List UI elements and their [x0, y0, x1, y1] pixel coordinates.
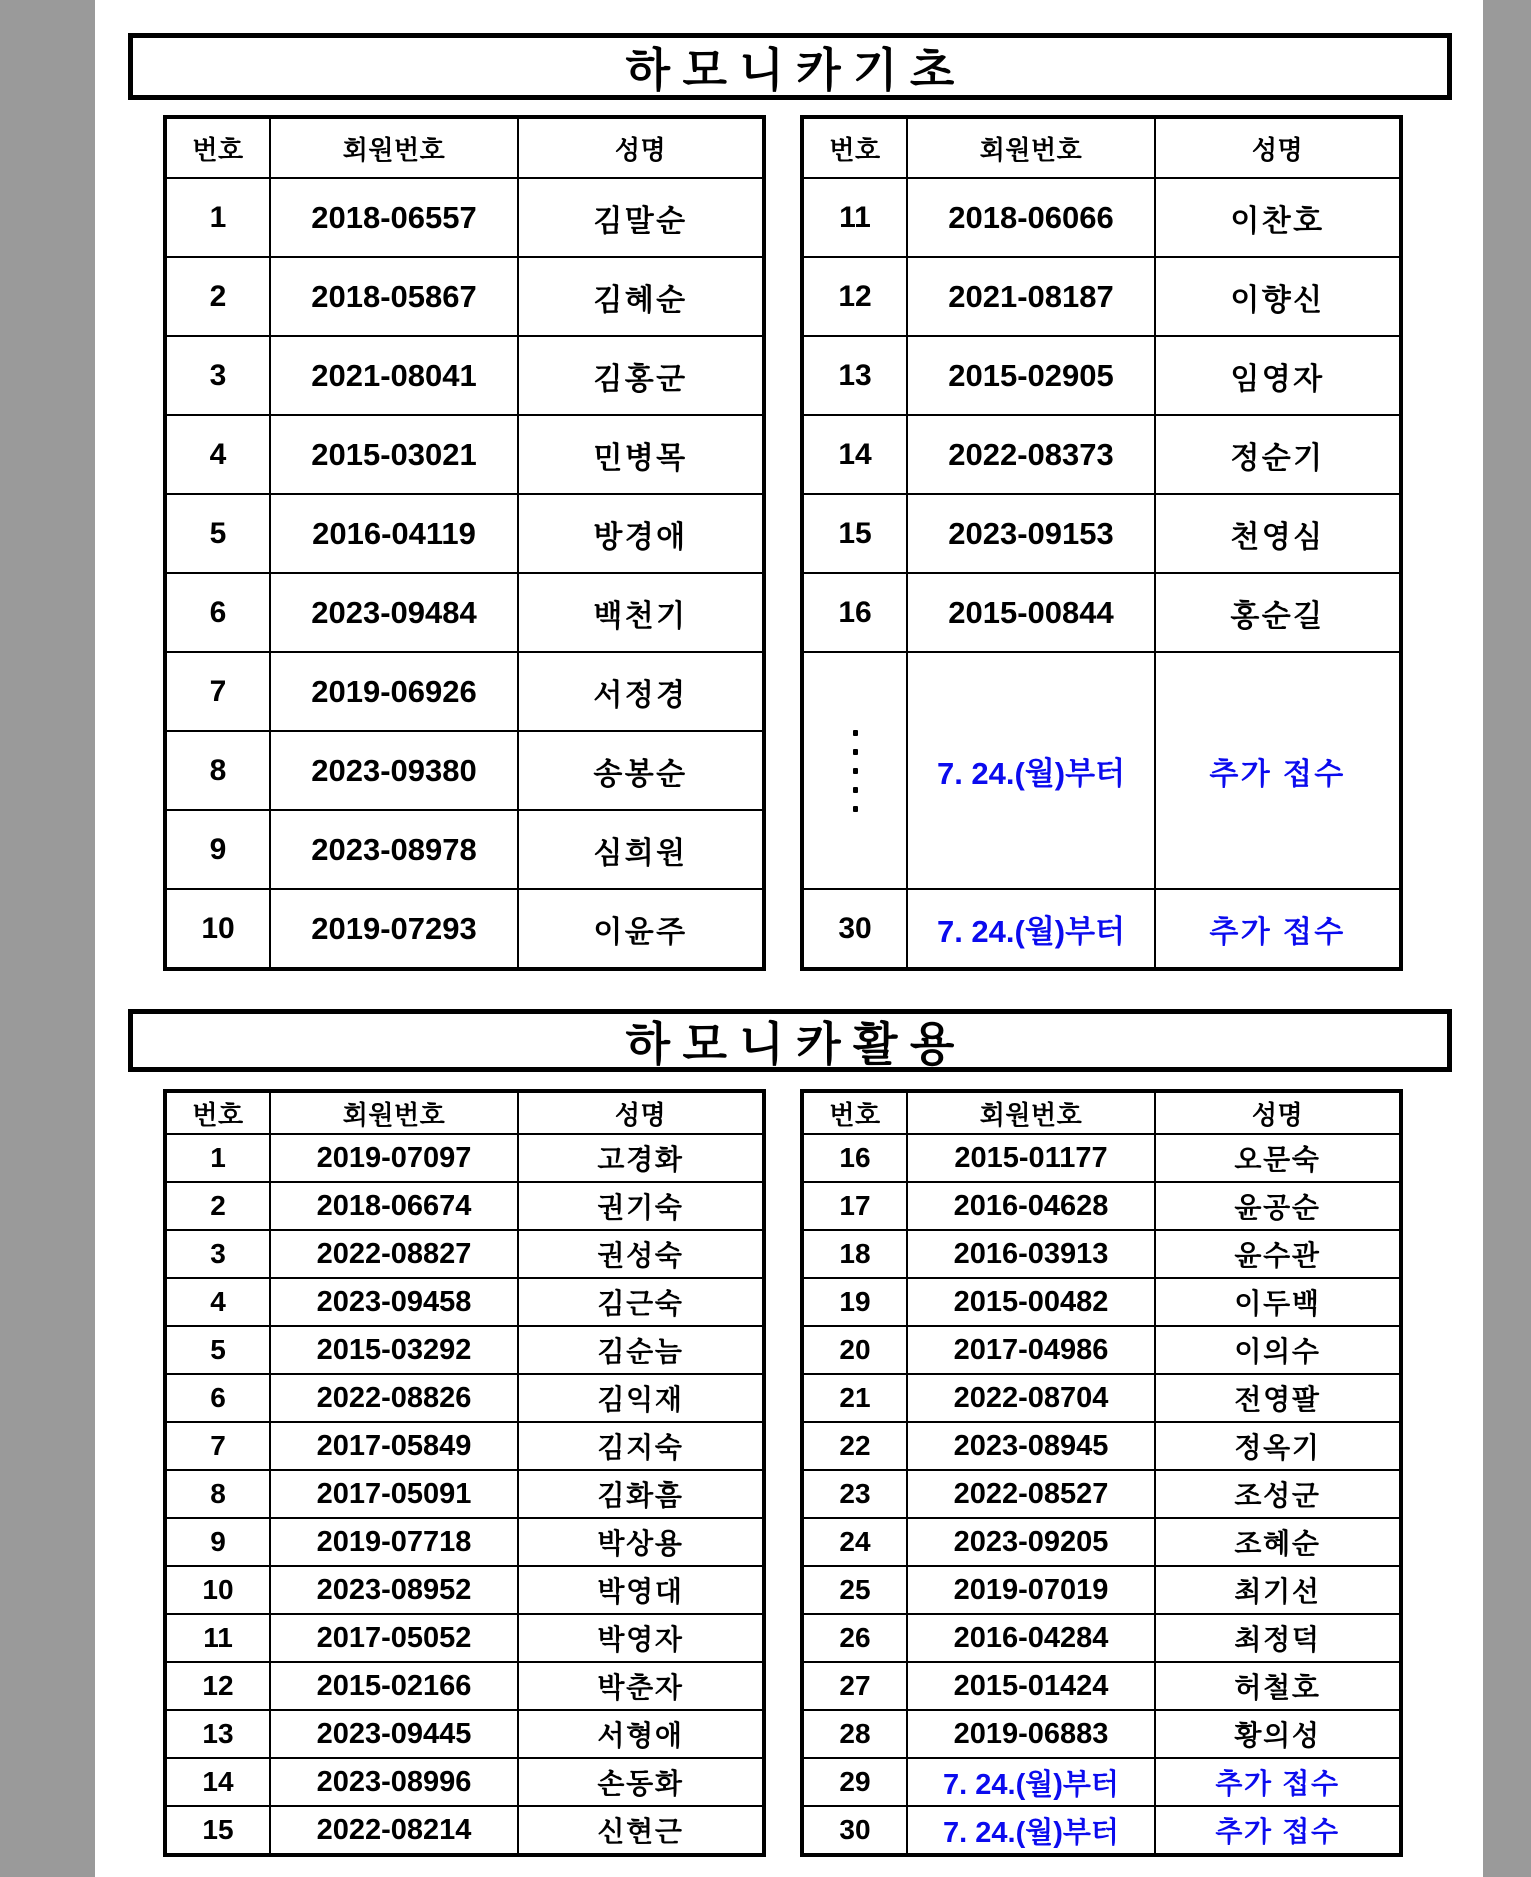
member-name-cell: 이찬호 — [1230, 204, 1325, 238]
table-row — [804, 653, 1399, 890]
table-row — [167, 1375, 762, 1423]
column-header-cell: 번호 — [804, 119, 908, 177]
table-row — [167, 1663, 762, 1711]
section-advanced-tables — [163, 1089, 1483, 1857]
member-id-cell: 7. 24.(월)부터 — [908, 890, 1156, 967]
row-number-cell: 5 — [167, 1327, 271, 1373]
row-number-cell: 13 — [167, 1711, 271, 1757]
table-row — [167, 416, 762, 495]
column-header-cell: 번호 — [167, 1093, 271, 1133]
table-row — [167, 1423, 762, 1471]
table-row — [804, 1615, 1399, 1663]
member-id-cell: 2018-06066 — [908, 179, 1156, 256]
member-id-cell: 2023-08978 — [271, 811, 519, 888]
member-name-cell: 서형애 — [597, 1720, 684, 1751]
table-row — [804, 1663, 1399, 1711]
member-name-cell: 권기숙 — [597, 1192, 684, 1223]
table-row — [804, 1519, 1399, 1567]
member-id-cell: 2018-06557 — [271, 179, 519, 256]
section-basic-tables — [163, 115, 1483, 971]
member-name-cell: 최정덕 — [1234, 1624, 1321, 1655]
row-number-cell: 27 — [804, 1663, 908, 1709]
row-number-cell: 13 — [804, 337, 908, 414]
row-number-cell: 11 — [167, 1615, 271, 1661]
column-header-cell: 회원번호 — [271, 119, 519, 177]
member-name-cell: 손동화 — [597, 1768, 684, 1799]
member-name-cell: 정순기 — [1230, 441, 1325, 475]
member-name-cell: 권성숙 — [597, 1240, 684, 1271]
table-row — [804, 258, 1399, 337]
row-number-cell: 24 — [804, 1519, 908, 1565]
column-header-cell: 성명 — [1251, 134, 1304, 165]
member-id-cell: 2015-00844 — [908, 574, 1156, 651]
member-name-cell: 고경화 — [597, 1144, 684, 1175]
row-number-cell: 3 — [167, 1231, 271, 1277]
member-id-cell: 2017-04986 — [908, 1327, 1156, 1373]
table-row — [804, 1471, 1399, 1519]
member-name-cell: 허철호 — [1234, 1672, 1321, 1703]
table-row — [167, 574, 762, 653]
member-name-cell: 이향신 — [1230, 283, 1325, 317]
member-id-cell: 2019-06883 — [908, 1711, 1156, 1757]
table-row — [167, 1231, 762, 1279]
member-name-cell: 민병목 — [593, 441, 688, 475]
table-row — [167, 653, 762, 732]
member-table-advanced-right — [800, 1089, 1403, 1857]
member-name-cell: 이두백 — [1234, 1288, 1321, 1319]
member-name-cell: 홍순길 — [1230, 599, 1325, 633]
member-name-cell: 방경애 — [593, 520, 688, 554]
table-row — [804, 1759, 1399, 1807]
member-name-cell: 김근숙 — [597, 1288, 684, 1319]
member-id-cell: 2022-08527 — [908, 1471, 1156, 1517]
row-number-cell: 15 — [167, 1807, 271, 1853]
table-row — [804, 890, 1399, 967]
member-name-cell: 윤수관 — [1234, 1240, 1321, 1271]
row-number-cell: 16 — [804, 574, 908, 651]
member-table-basic-left — [163, 115, 766, 971]
section-basic-title: 하모니카기초 — [625, 43, 967, 96]
member-id-cell: 2016-04628 — [908, 1183, 1156, 1229]
table-row — [167, 811, 762, 890]
document-page — [95, 0, 1483, 1877]
ellipsis-dot — [853, 806, 858, 812]
member-id-cell: 2023-09153 — [908, 495, 1156, 572]
row-number-cell: 14 — [804, 416, 908, 493]
table-row — [167, 1183, 762, 1231]
column-header-cell: 성명 — [1251, 1099, 1304, 1130]
table-row — [167, 890, 762, 967]
ellipsis-dot — [853, 730, 858, 736]
member-id-cell: 2022-08214 — [271, 1807, 519, 1853]
row-number-cell: 7 — [167, 653, 271, 730]
member-name-cell: 추가 접수 — [1209, 757, 1346, 791]
member-id-cell: 2023-08945 — [908, 1423, 1156, 1469]
table-row — [804, 1231, 1399, 1279]
member-id-cell: 2022-08827 — [271, 1231, 519, 1277]
table-row — [167, 1279, 762, 1327]
member-id-cell: 2019-06926 — [271, 653, 519, 730]
row-number-cell: 1 — [167, 1135, 271, 1181]
member-id-cell: 2023-09445 — [271, 1711, 519, 1757]
member-name-cell: 김순늠 — [597, 1336, 684, 1367]
row-number-cell: 15 — [804, 495, 908, 572]
row-number-cell: 14 — [167, 1759, 271, 1805]
member-table-advanced-left — [163, 1089, 766, 1857]
member-name-cell: 송봉순 — [593, 757, 688, 791]
column-header-cell: 번호 — [167, 119, 271, 177]
ellipsis-dot — [853, 749, 858, 755]
table-header-row — [804, 119, 1399, 179]
member-id-cell: 2018-05867 — [271, 258, 519, 335]
table-row — [804, 1279, 1399, 1327]
row-number-cell: 16 — [804, 1135, 908, 1181]
table-row — [167, 1615, 762, 1663]
row-number-cell: 5 — [167, 495, 271, 572]
row-number-cell: 25 — [804, 1567, 908, 1613]
table-header-row — [167, 1093, 762, 1135]
member-name-cell: 추가 접수 — [1215, 1816, 1340, 1847]
row-number-cell: 29 — [804, 1759, 908, 1805]
row-number-cell: 18 — [804, 1231, 908, 1277]
member-id-cell: 2023-09205 — [908, 1519, 1156, 1565]
member-name-cell: 박영자 — [597, 1624, 684, 1655]
row-number-cell: 19 — [804, 1279, 908, 1325]
member-id-cell: 2016-04119 — [271, 495, 519, 572]
table-row — [167, 1327, 762, 1375]
member-name-cell: 이의수 — [1234, 1336, 1321, 1367]
member-id-cell: 2022-08373 — [908, 416, 1156, 493]
row-number-cell: 7 — [167, 1423, 271, 1469]
column-header-cell: 회원번호 — [908, 119, 1156, 177]
row-number-cell: 23 — [804, 1471, 908, 1517]
row-number-cell: 6 — [167, 1375, 271, 1421]
row-number-cell: 8 — [167, 1471, 271, 1517]
section-advanced-title-box — [128, 1009, 1452, 1072]
member-id-cell: 7. 24.(월)부터 — [908, 653, 1156, 888]
section-advanced-title: 하모니카활용 — [625, 1017, 967, 1070]
row-number-cell: 1 — [167, 179, 271, 256]
member-name-cell: 추가 접수 — [1215, 1768, 1340, 1799]
row-number-cell: 8 — [167, 732, 271, 809]
row-number-cell — [804, 653, 908, 888]
member-name-cell: 정옥기 — [1234, 1432, 1321, 1463]
member-name-cell: 김익재 — [597, 1384, 684, 1415]
member-id-cell: 2021-08187 — [908, 258, 1156, 335]
member-id-cell: 2015-00482 — [908, 1279, 1156, 1325]
table-row — [804, 337, 1399, 416]
member-name-cell: 신현근 — [597, 1816, 684, 1847]
row-number-cell: 30 — [804, 1807, 908, 1853]
member-name-cell: 천영심 — [1230, 520, 1325, 554]
member-id-cell: 2018-06674 — [271, 1183, 519, 1229]
table-row — [167, 179, 762, 258]
column-header-cell: 성명 — [614, 1099, 667, 1130]
ellipsis-dot — [853, 768, 858, 774]
row-number-cell: 26 — [804, 1615, 908, 1661]
member-name-cell: 이윤주 — [593, 915, 688, 949]
member-name-cell: 김화흠 — [597, 1480, 684, 1511]
member-name-cell: 김홍군 — [593, 362, 688, 396]
member-id-cell: 2022-08826 — [271, 1375, 519, 1421]
table-row — [804, 1327, 1399, 1375]
table-row — [167, 1807, 762, 1853]
member-id-cell: 2017-05091 — [271, 1471, 519, 1517]
table-row — [804, 574, 1399, 653]
row-number-cell: 12 — [804, 258, 908, 335]
row-number-cell: 2 — [167, 1183, 271, 1229]
member-id-cell: 2022-08704 — [908, 1375, 1156, 1421]
member-name-cell: 최기선 — [1234, 1576, 1321, 1607]
member-table-basic-right — [800, 115, 1403, 971]
row-number-cell: 21 — [804, 1375, 908, 1421]
member-id-cell: 2021-08041 — [271, 337, 519, 414]
table-row — [804, 1711, 1399, 1759]
row-number-cell: 2 — [167, 258, 271, 335]
member-name-cell: 김혜순 — [593, 283, 688, 317]
table-row — [804, 179, 1399, 258]
member-name-cell: 김지숙 — [597, 1432, 684, 1463]
table-row — [804, 1375, 1399, 1423]
table-row — [804, 1135, 1399, 1183]
table-row — [167, 258, 762, 337]
table-row — [167, 1759, 762, 1807]
table-header-row — [804, 1093, 1399, 1135]
table-row — [167, 1567, 762, 1615]
table-row — [167, 1711, 762, 1759]
table-row — [167, 337, 762, 416]
column-header-cell: 회원번호 — [271, 1093, 519, 1133]
member-id-cell: 2019-07293 — [271, 890, 519, 967]
row-number-cell: 11 — [804, 179, 908, 256]
table-row — [804, 1183, 1399, 1231]
member-id-cell: 2023-08996 — [271, 1759, 519, 1805]
table-row — [804, 1423, 1399, 1471]
row-number-cell: 6 — [167, 574, 271, 651]
column-header-cell: 번호 — [804, 1093, 908, 1133]
member-name-cell: 박상용 — [597, 1528, 684, 1559]
member-id-cell: 2015-01424 — [908, 1663, 1156, 1709]
row-number-cell: 12 — [167, 1663, 271, 1709]
member-id-cell: 2023-08952 — [271, 1567, 519, 1613]
member-id-cell: 2015-02166 — [271, 1663, 519, 1709]
row-number-cell: 17 — [804, 1183, 908, 1229]
member-id-cell: 2017-05849 — [271, 1423, 519, 1469]
member-name-cell: 조혜순 — [1234, 1528, 1321, 1559]
table-row — [167, 1471, 762, 1519]
row-number-cell: 4 — [167, 416, 271, 493]
table-row — [167, 732, 762, 811]
ellipsis-dot — [853, 787, 858, 793]
member-id-cell: 2019-07019 — [908, 1567, 1156, 1613]
column-header-cell: 성명 — [614, 134, 667, 165]
member-name-cell: 심희원 — [593, 836, 688, 870]
member-name-cell: 김말순 — [593, 204, 688, 238]
member-id-cell: 2016-04284 — [908, 1615, 1156, 1661]
member-name-cell: 박춘자 — [597, 1672, 684, 1703]
member-name-cell: 황의성 — [1234, 1720, 1321, 1751]
member-id-cell: 2023-09484 — [271, 574, 519, 651]
row-number-cell: 30 — [804, 890, 908, 967]
member-id-cell: 2023-09380 — [271, 732, 519, 809]
table-row — [804, 495, 1399, 574]
member-name-cell: 오문숙 — [1234, 1144, 1321, 1175]
vertical-ellipsis-icon — [853, 730, 858, 812]
member-name-cell: 윤공순 — [1234, 1192, 1321, 1223]
row-number-cell: 3 — [167, 337, 271, 414]
member-name-cell: 조성군 — [1234, 1480, 1321, 1511]
member-id-cell: 7. 24.(월)부터 — [908, 1807, 1156, 1853]
table-row — [804, 1567, 1399, 1615]
member-name-cell: 서정경 — [593, 678, 688, 712]
row-number-cell: 4 — [167, 1279, 271, 1325]
member-id-cell: 2016-03913 — [908, 1231, 1156, 1277]
member-id-cell: 2017-05052 — [271, 1615, 519, 1661]
row-number-cell: 9 — [167, 1519, 271, 1565]
member-id-cell: 2015-03292 — [271, 1327, 519, 1373]
table-header-row — [167, 119, 762, 179]
table-row — [804, 416, 1399, 495]
member-name-cell: 전영팔 — [1234, 1384, 1321, 1415]
row-number-cell: 28 — [804, 1711, 908, 1757]
member-name-cell: 백천기 — [593, 599, 688, 633]
member-id-cell: 2015-03021 — [271, 416, 519, 493]
member-id-cell: 2019-07718 — [271, 1519, 519, 1565]
member-id-cell: 2023-09458 — [271, 1279, 519, 1325]
row-number-cell: 10 — [167, 890, 271, 967]
table-row — [167, 495, 762, 574]
row-number-cell: 9 — [167, 811, 271, 888]
row-number-cell: 10 — [167, 1567, 271, 1613]
member-id-cell: 2019-07097 — [271, 1135, 519, 1181]
member-name-cell: 박영대 — [597, 1576, 684, 1607]
section-basic-title-box — [128, 33, 1452, 100]
member-name-cell: 임영자 — [1230, 362, 1325, 396]
member-id-cell: 7. 24.(월)부터 — [908, 1759, 1156, 1805]
column-header-cell: 회원번호 — [908, 1093, 1156, 1133]
table-row — [167, 1519, 762, 1567]
table-row — [167, 1135, 762, 1183]
member-id-cell: 2015-02905 — [908, 337, 1156, 414]
member-name-cell: 추가 접수 — [1209, 915, 1346, 949]
row-number-cell: 22 — [804, 1423, 908, 1469]
table-row — [804, 1807, 1399, 1853]
row-number-cell: 20 — [804, 1327, 908, 1373]
member-id-cell: 2015-01177 — [908, 1135, 1156, 1181]
